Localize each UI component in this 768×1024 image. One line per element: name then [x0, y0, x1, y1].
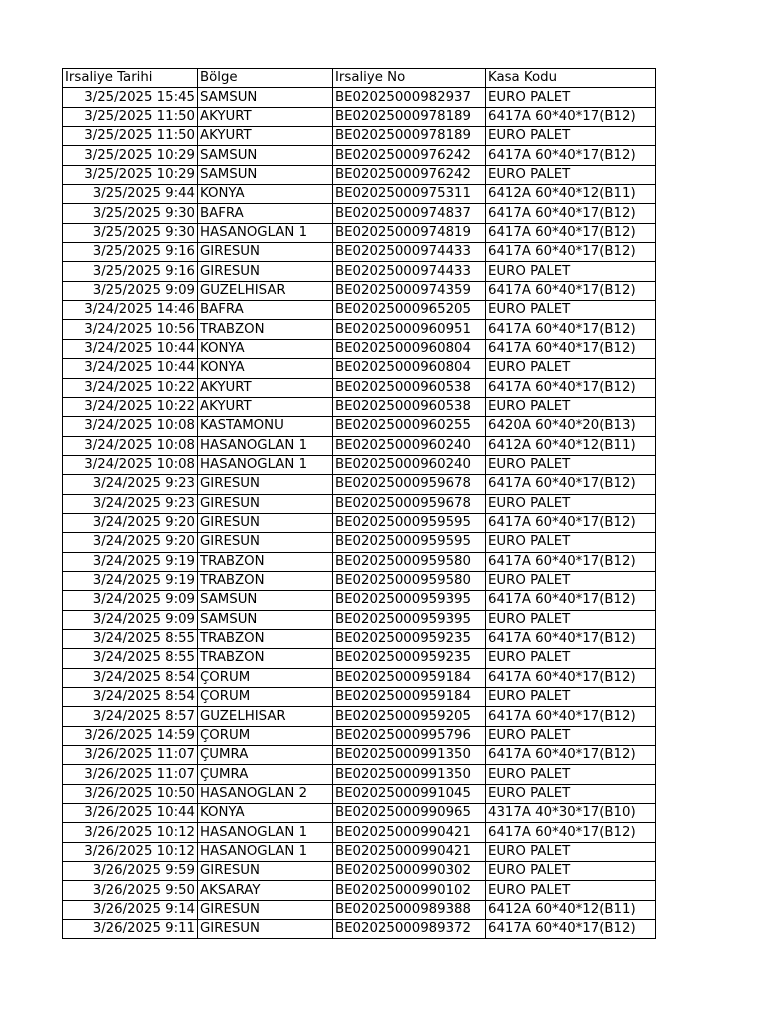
cell-irsaliye-tarihi[interactable]: 3/25/2025 9:16	[63, 262, 198, 281]
cell-kasa-kodu[interactable]: EURO PALET	[486, 881, 656, 900]
cell-kasa-kodu[interactable]: EURO PALET	[486, 726, 656, 745]
table-row	[63, 862, 656, 881]
cell-irsaliye-no[interactable]: BE02025000991350	[333, 746, 486, 765]
table-body	[63, 88, 656, 939]
cell-kasa-kodu[interactable]: EURO PALET	[486, 842, 656, 861]
cell-irsaliye-tarihi[interactable]: 3/25/2025 9:30	[63, 204, 198, 223]
table-row	[63, 823, 656, 842]
table-row	[63, 436, 656, 455]
table-row	[63, 707, 656, 726]
cell-irsaliye-no[interactable]: BE02025000959678	[333, 494, 486, 513]
cell-irsaliye-no[interactable]: BE02025000959678	[333, 475, 486, 494]
irsaliye-table	[62, 68, 656, 939]
cell-kasa-kodu[interactable]: EURO PALET	[486, 397, 656, 416]
table-row	[63, 494, 656, 513]
cell-irsaliye-tarihi[interactable]: 3/24/2025 8:54	[63, 668, 198, 687]
cell-irsaliye-tarihi[interactable]: 3/26/2025 10:12	[63, 842, 198, 861]
cell-irsaliye-no[interactable]: BE02025000989388	[333, 900, 486, 919]
cell-irsaliye-tarihi[interactable]: 3/24/2025 9:09	[63, 591, 198, 610]
cell-kasa-kodu[interactable]: 6417A 60*40*17(B12)	[486, 823, 656, 842]
cell-kasa-kodu[interactable]: 6417A 60*40*17(B12)	[486, 223, 656, 242]
table-row	[63, 417, 656, 436]
cell-bolge[interactable]: GIRESUN	[198, 513, 333, 532]
cell-irsaliye-tarihi[interactable]: 3/25/2025 11:50	[63, 107, 198, 126]
cell-irsaliye-tarihi[interactable]: 3/24/2025 9:23	[63, 475, 198, 494]
cell-kasa-kodu[interactable]: 4317A 40*30*17(B10)	[486, 804, 656, 823]
table-row	[63, 842, 656, 861]
cell-kasa-kodu[interactable]: 6412A 60*40*12(B11)	[486, 185, 656, 204]
table-row	[63, 533, 656, 552]
table-row	[63, 649, 656, 668]
cell-kasa-kodu[interactable]: 6417A 60*40*17(B12)	[486, 339, 656, 358]
cell-kasa-kodu[interactable]: EURO PALET	[486, 533, 656, 552]
cell-bolge[interactable]: AKYURT	[198, 397, 333, 416]
cell-bolge[interactable]: BAFRA	[198, 204, 333, 223]
table-row	[63, 204, 656, 223]
cell-irsaliye-tarihi[interactable]: 3/25/2025 10:29	[63, 146, 198, 165]
table-row	[63, 165, 656, 184]
cell-irsaliye-tarihi[interactable]: 3/25/2025 15:45	[63, 88, 198, 107]
cell-bolge[interactable]: ÇUMRA	[198, 746, 333, 765]
table-row	[63, 920, 656, 939]
cell-bolge[interactable]: KONYA	[198, 359, 333, 378]
cell-kasa-kodu[interactable]: 6417A 60*40*17(B12)	[486, 378, 656, 397]
cell-irsaliye-tarihi[interactable]: 3/26/2025 11:07	[63, 765, 198, 784]
cell-bolge[interactable]: SAMSUN	[198, 88, 333, 107]
cell-irsaliye-tarihi[interactable]: 3/25/2025 11:50	[63, 127, 198, 146]
cell-irsaliye-no[interactable]: BE02025000959235	[333, 629, 486, 648]
cell-irsaliye-tarihi[interactable]: 3/24/2025 10:22	[63, 378, 198, 397]
cell-bolge[interactable]: GIRESUN	[198, 243, 333, 262]
table-row	[63, 804, 656, 823]
cell-kasa-kodu[interactable]: 6417A 60*40*17(B12)	[486, 204, 656, 223]
cell-bolge[interactable]: HASANOGLAN 2	[198, 784, 333, 803]
cell-kasa-kodu[interactable]: EURO PALET	[486, 784, 656, 803]
table-row	[63, 475, 656, 494]
cell-irsaliye-no[interactable]: BE02025000960255	[333, 417, 486, 436]
cell-bolge[interactable]: ÇORUM	[198, 668, 333, 687]
cell-irsaliye-no[interactable]: BE02025000959395	[333, 591, 486, 610]
cell-kasa-kodu[interactable]: EURO PALET	[486, 455, 656, 474]
cell-irsaliye-no[interactable]: BE02025000960538	[333, 378, 486, 397]
header-bolge[interactable]: Bölge	[198, 69, 333, 88]
cell-irsaliye-tarihi[interactable]: 3/26/2025 9:50	[63, 881, 198, 900]
cell-bolge[interactable]: TRABZON	[198, 552, 333, 571]
cell-kasa-kodu[interactable]: 6417A 60*40*17(B12)	[486, 475, 656, 494]
cell-bolge[interactable]: AKYURT	[198, 127, 333, 146]
cell-irsaliye-no[interactable]: BE02025000975311	[333, 185, 486, 204]
cell-kasa-kodu[interactable]: 6417A 60*40*17(B12)	[486, 707, 656, 726]
cell-kasa-kodu[interactable]: 6417A 60*40*17(B12)	[486, 243, 656, 262]
cell-irsaliye-no[interactable]: BE02025000960804	[333, 359, 486, 378]
cell-bolge[interactable]: TRABZON	[198, 629, 333, 648]
cell-bolge[interactable]: TRABZON	[198, 649, 333, 668]
table-row	[63, 629, 656, 648]
cell-irsaliye-no[interactable]: BE02025000959595	[333, 533, 486, 552]
table-row	[63, 765, 656, 784]
cell-kasa-kodu[interactable]: 6412A 60*40*12(B11)	[486, 900, 656, 919]
cell-irsaliye-no[interactable]: BE02025000974359	[333, 281, 486, 300]
cell-irsaliye-tarihi[interactable]: 3/26/2025 11:07	[63, 746, 198, 765]
cell-irsaliye-no[interactable]: BE02025000959184	[333, 688, 486, 707]
table-row	[63, 359, 656, 378]
cell-irsaliye-tarihi[interactable]: 3/26/2025 10:12	[63, 823, 198, 842]
cell-irsaliye-tarihi[interactable]: 3/25/2025 9:16	[63, 243, 198, 262]
table-row	[63, 146, 656, 165]
cell-kasa-kodu[interactable]: 6417A 60*40*17(B12)	[486, 552, 656, 571]
cell-irsaliye-no[interactable]: BE02025000960240	[333, 455, 486, 474]
cell-bolge[interactable]: SAMSUN	[198, 591, 333, 610]
cell-bolge[interactable]: ÇUMRA	[198, 765, 333, 784]
cell-kasa-kodu[interactable]: 6417A 60*40*17(B12)	[486, 629, 656, 648]
cell-irsaliye-no[interactable]: BE02025000990302	[333, 862, 486, 881]
cell-irsaliye-no[interactable]: BE02025000965205	[333, 301, 486, 320]
cell-irsaliye-tarihi[interactable]: 3/24/2025 8:55	[63, 629, 198, 648]
cell-bolge[interactable]: GIRESUN	[198, 862, 333, 881]
cell-irsaliye-no[interactable]: BE02025000989372	[333, 920, 486, 939]
cell-kasa-kodu[interactable]: 6417A 60*40*17(B12)	[486, 146, 656, 165]
cell-bolge[interactable]: HASANOGLAN 1	[198, 436, 333, 455]
cell-kasa-kodu[interactable]: 6417A 60*40*17(B12)	[486, 513, 656, 532]
table-row	[63, 726, 656, 745]
table-row	[63, 320, 656, 339]
cell-irsaliye-no[interactable]: BE02025000976242	[333, 146, 486, 165]
cell-bolge[interactable]: HASANOGLAN 1	[198, 455, 333, 474]
cell-irsaliye-tarihi[interactable]: 3/24/2025 10:44	[63, 339, 198, 358]
cell-kasa-kodu[interactable]: 6417A 60*40*17(B12)	[486, 591, 656, 610]
table-row	[63, 591, 656, 610]
cell-bolge[interactable]: AKYURT	[198, 107, 333, 126]
header-irsaliye-no[interactable]: Irsaliye No	[333, 69, 486, 88]
cell-irsaliye-tarihi[interactable]: 3/26/2025 14:59	[63, 726, 198, 745]
cell-irsaliye-no[interactable]: BE02025000991350	[333, 765, 486, 784]
table-row	[63, 784, 656, 803]
cell-irsaliye-tarihi[interactable]: 3/24/2025 10:08	[63, 455, 198, 474]
cell-kasa-kodu[interactable]: 6417A 60*40*17(B12)	[486, 746, 656, 765]
cell-irsaliye-no[interactable]: BE02025000990965	[333, 804, 486, 823]
header-row	[63, 69, 656, 88]
cell-irsaliye-no[interactable]: BE02025000990102	[333, 881, 486, 900]
table-row	[63, 185, 656, 204]
cell-irsaliye-no[interactable]: BE02025000974837	[333, 204, 486, 223]
cell-bolge[interactable]: GUZELHISAR	[198, 707, 333, 726]
cell-kasa-kodu[interactable]: 6417A 60*40*17(B12)	[486, 107, 656, 126]
cell-irsaliye-tarihi[interactable]: 3/24/2025 14:46	[63, 301, 198, 320]
cell-irsaliye-no[interactable]: BE02025000960951	[333, 320, 486, 339]
cell-bolge[interactable]: TRABZON	[198, 320, 333, 339]
cell-bolge[interactable]: KASTAMONU	[198, 417, 333, 436]
cell-bolge[interactable]: KONYA	[198, 804, 333, 823]
cell-irsaliye-tarihi[interactable]: 3/26/2025 10:50	[63, 784, 198, 803]
cell-irsaliye-tarihi[interactable]: 3/24/2025 9:19	[63, 571, 198, 590]
table-row	[63, 552, 656, 571]
cell-irsaliye-tarihi[interactable]: 3/24/2025 10:08	[63, 417, 198, 436]
cell-bolge[interactable]: AKSARAY	[198, 881, 333, 900]
table-row	[63, 281, 656, 300]
cell-kasa-kodu[interactable]: EURO PALET	[486, 165, 656, 184]
cell-irsaliye-no[interactable]: BE02025000995796	[333, 726, 486, 745]
cell-bolge[interactable]: AKYURT	[198, 378, 333, 397]
cell-bolge[interactable]: HASANOGLAN 1	[198, 842, 333, 861]
table-row	[63, 610, 656, 629]
cell-irsaliye-no[interactable]: BE02025000976242	[333, 165, 486, 184]
cell-kasa-kodu[interactable]: 6412A 60*40*12(B11)	[486, 436, 656, 455]
cell-kasa-kodu[interactable]: EURO PALET	[486, 688, 656, 707]
cell-kasa-kodu[interactable]: EURO PALET	[486, 862, 656, 881]
table-row	[63, 746, 656, 765]
table-row	[63, 107, 656, 126]
table-row	[63, 339, 656, 358]
cell-irsaliye-tarihi[interactable]: 3/24/2025 9:23	[63, 494, 198, 513]
cell-irsaliye-no[interactable]: BE02025000959235	[333, 649, 486, 668]
cell-irsaliye-tarihi[interactable]: 3/24/2025 10:22	[63, 397, 198, 416]
cell-bolge[interactable]: GIRESUN	[198, 262, 333, 281]
cell-kasa-kodu[interactable]: 6417A 60*40*17(B12)	[486, 920, 656, 939]
cell-irsaliye-tarihi[interactable]: 3/25/2025 9:44	[63, 185, 198, 204]
cell-kasa-kodu[interactable]: 6420A 60*40*20(B13)	[486, 417, 656, 436]
cell-irsaliye-tarihi[interactable]: 3/24/2025 10:08	[63, 436, 198, 455]
cell-irsaliye-tarihi[interactable]: 3/24/2025 9:20	[63, 533, 198, 552]
table-row	[63, 378, 656, 397]
cell-bolge[interactable]: GIRESUN	[198, 920, 333, 939]
cell-kasa-kodu[interactable]: 6417A 60*40*17(B12)	[486, 281, 656, 300]
cell-irsaliye-tarihi[interactable]: 3/25/2025 9:30	[63, 223, 198, 242]
cell-bolge[interactable]: KONYA	[198, 339, 333, 358]
cell-kasa-kodu[interactable]: EURO PALET	[486, 494, 656, 513]
cell-bolge[interactable]: SAMSUN	[198, 146, 333, 165]
cell-irsaliye-tarihi[interactable]: 3/24/2025 10:44	[63, 359, 198, 378]
cell-irsaliye-tarihi[interactable]: 3/26/2025 9:11	[63, 920, 198, 939]
cell-irsaliye-no[interactable]: BE02025000974433	[333, 262, 486, 281]
cell-irsaliye-no[interactable]: BE02025000991045	[333, 784, 486, 803]
cell-irsaliye-tarihi[interactable]: 3/24/2025 9:09	[63, 610, 198, 629]
cell-kasa-kodu[interactable]: EURO PALET	[486, 301, 656, 320]
cell-bolge[interactable]: KONYA	[198, 185, 333, 204]
cell-bolge[interactable]: TRABZON	[198, 571, 333, 590]
cell-irsaliye-no[interactable]: BE02025000982937	[333, 88, 486, 107]
cell-irsaliye-no[interactable]: BE02025000959184	[333, 668, 486, 687]
table-row	[63, 397, 656, 416]
cell-kasa-kodu[interactable]: 6417A 60*40*17(B12)	[486, 320, 656, 339]
cell-irsaliye-no[interactable]: BE02025000978189	[333, 127, 486, 146]
table-row	[63, 668, 656, 687]
header-irsaliye-tarihi[interactable]: Irsaliye Tarihi	[63, 69, 198, 88]
cell-bolge[interactable]: GIRESUN	[198, 475, 333, 494]
header-kasa-kodu[interactable]: Kasa Kodu	[486, 69, 656, 88]
cell-irsaliye-no[interactable]: BE02025000960804	[333, 339, 486, 358]
cell-irsaliye-no[interactable]: BE02025000978189	[333, 107, 486, 126]
cell-irsaliye-tarihi[interactable]: 3/24/2025 9:19	[63, 552, 198, 571]
table-row	[63, 243, 656, 262]
cell-kasa-kodu[interactable]: EURO PALET	[486, 359, 656, 378]
cell-bolge[interactable]: SAMSUN	[198, 610, 333, 629]
cell-bolge[interactable]: SAMSUN	[198, 165, 333, 184]
cell-irsaliye-no[interactable]: BE02025000960240	[333, 436, 486, 455]
cell-irsaliye-tarihi[interactable]: 3/24/2025 8:55	[63, 649, 198, 668]
table-row	[63, 900, 656, 919]
cell-bolge[interactable]: GIRESUN	[198, 900, 333, 919]
cell-irsaliye-tarihi[interactable]: 3/25/2025 10:29	[63, 165, 198, 184]
cell-irsaliye-no[interactable]: BE02025000974819	[333, 223, 486, 242]
cell-irsaliye-tarihi[interactable]: 3/24/2025 8:54	[63, 688, 198, 707]
cell-bolge[interactable]: ÇORUM	[198, 726, 333, 745]
cell-irsaliye-tarihi[interactable]: 3/26/2025 9:59	[63, 862, 198, 881]
cell-kasa-kodu[interactable]: EURO PALET	[486, 571, 656, 590]
cell-bolge[interactable]: GIRESUN	[198, 494, 333, 513]
cell-irsaliye-no[interactable]: BE02025000990421	[333, 823, 486, 842]
cell-irsaliye-tarihi[interactable]: 3/26/2025 10:44	[63, 804, 198, 823]
table-row	[63, 127, 656, 146]
cell-bolge[interactable]: GUZELHISAR	[198, 281, 333, 300]
cell-irsaliye-no[interactable]: BE02025000959205	[333, 707, 486, 726]
cell-kasa-kodu[interactable]: EURO PALET	[486, 649, 656, 668]
cell-irsaliye-tarihi[interactable]: 3/25/2025 9:09	[63, 281, 198, 300]
cell-irsaliye-tarihi[interactable]: 3/26/2025 9:14	[63, 900, 198, 919]
cell-bolge[interactable]: HASANOGLAN 1	[198, 823, 333, 842]
cell-bolge[interactable]: HASANOGLAN 1	[198, 223, 333, 242]
table-row	[63, 301, 656, 320]
cell-irsaliye-tarihi[interactable]: 3/24/2025 10:56	[63, 320, 198, 339]
cell-bolge[interactable]: BAFRA	[198, 301, 333, 320]
cell-irsaliye-no[interactable]: BE02025000960538	[333, 397, 486, 416]
cell-bolge[interactable]: GIRESUN	[198, 533, 333, 552]
cell-irsaliye-no[interactable]: BE02025000959395	[333, 610, 486, 629]
cell-kasa-kodu[interactable]: EURO PALET	[486, 610, 656, 629]
cell-bolge[interactable]: ÇORUM	[198, 688, 333, 707]
cell-kasa-kodu[interactable]: EURO PALET	[486, 88, 656, 107]
table-row	[63, 688, 656, 707]
table-row	[63, 223, 656, 242]
cell-irsaliye-no[interactable]: BE02025000990421	[333, 842, 486, 861]
cell-kasa-kodu[interactable]: EURO PALET	[486, 262, 656, 281]
cell-irsaliye-no[interactable]: BE02025000959580	[333, 552, 486, 571]
cell-kasa-kodu[interactable]: EURO PALET	[486, 127, 656, 146]
table-row	[63, 262, 656, 281]
table-row	[63, 881, 656, 900]
table-row	[63, 88, 656, 107]
cell-irsaliye-no[interactable]: BE02025000959595	[333, 513, 486, 532]
cell-irsaliye-no[interactable]: BE02025000974433	[333, 243, 486, 262]
cell-irsaliye-tarihi[interactable]: 3/24/2025 9:20	[63, 513, 198, 532]
table-row	[63, 455, 656, 474]
table-row	[63, 513, 656, 532]
cell-kasa-kodu[interactable]: EURO PALET	[486, 765, 656, 784]
table-header	[63, 69, 656, 88]
cell-kasa-kodu[interactable]: 6417A 60*40*17(B12)	[486, 668, 656, 687]
cell-irsaliye-no[interactable]: BE02025000959580	[333, 571, 486, 590]
cell-irsaliye-tarihi[interactable]: 3/24/2025 8:57	[63, 707, 198, 726]
table-row	[63, 571, 656, 590]
